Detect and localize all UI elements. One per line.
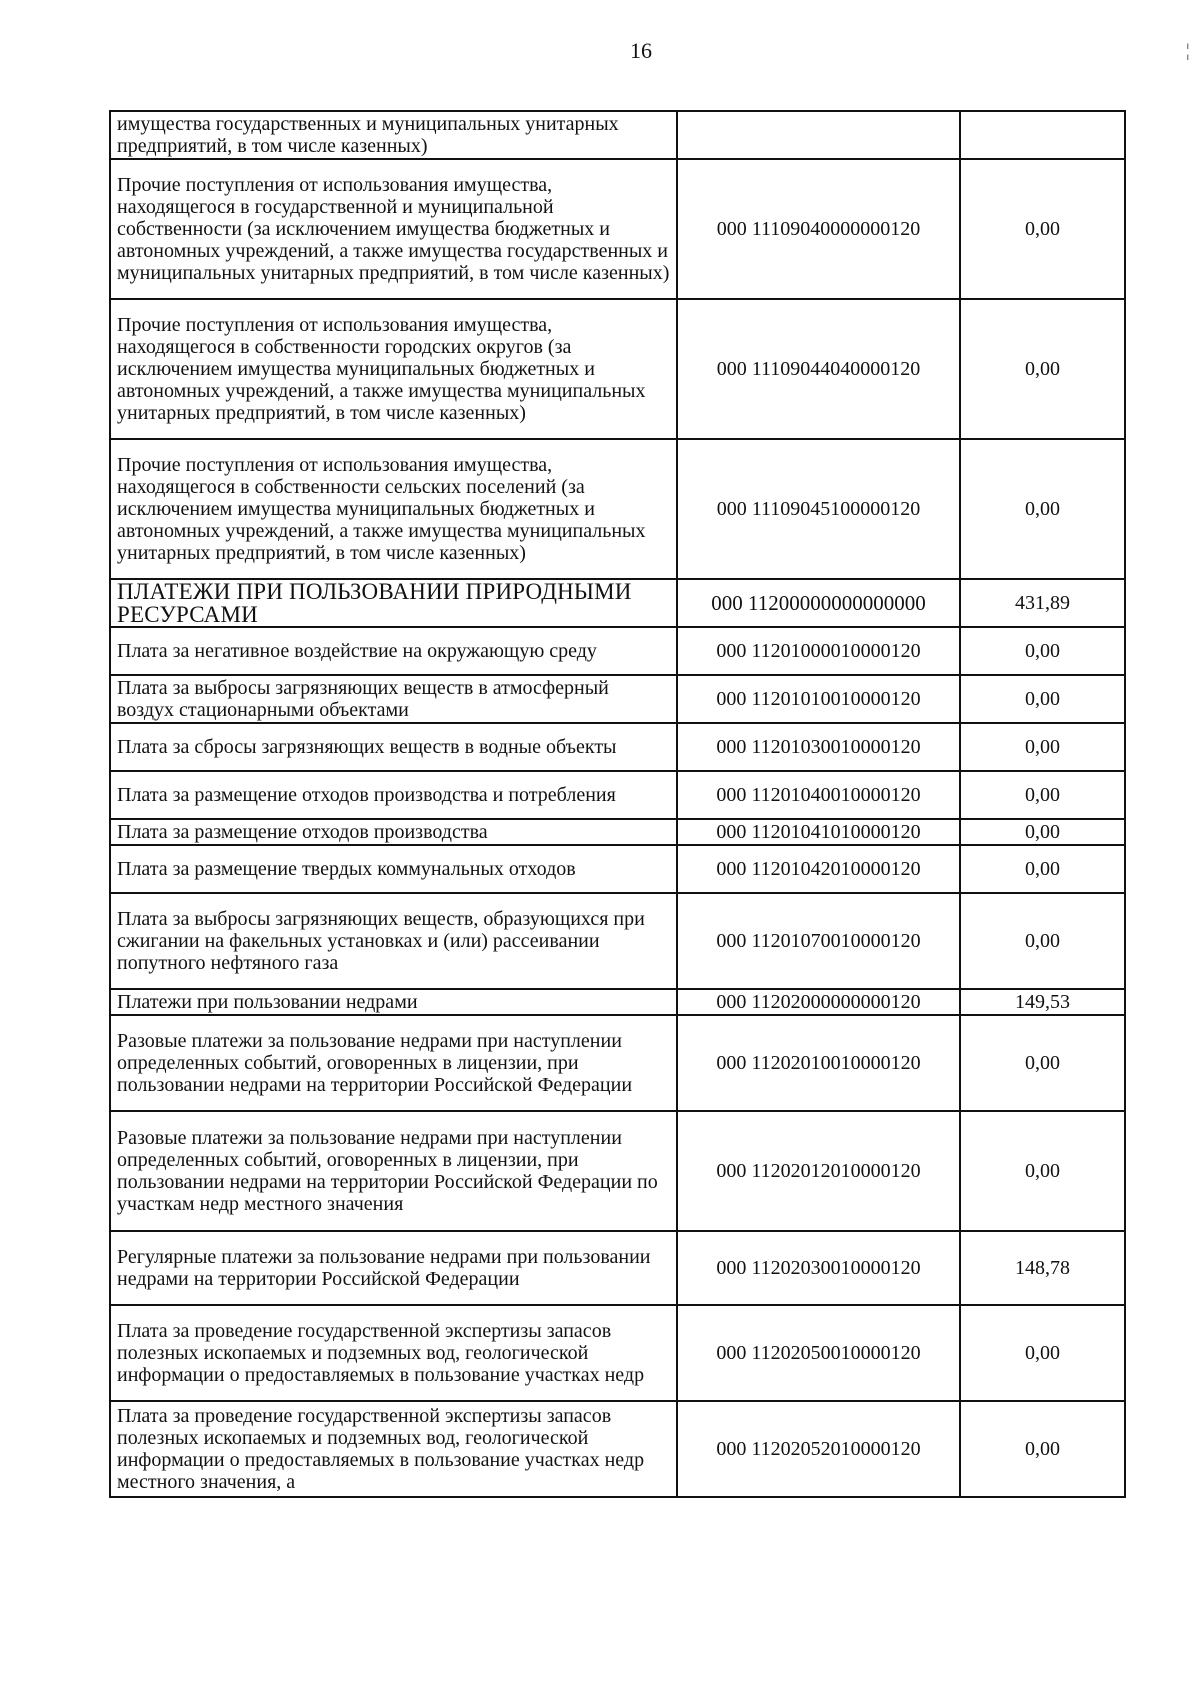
row-value: 148,78: [960, 1231, 1125, 1305]
table-row: [110, 1231, 1125, 1305]
row-name: ПЛАТЕЖИ ПРИ ПОЛЬЗОВАНИИ ПРИРОДНЫМИ РЕСУРСАМИ: [110, 579, 677, 627]
row-value: 0,00: [960, 771, 1125, 819]
row-code: [677, 111, 960, 159]
row-code: 000 11201040010000120: [677, 771, 960, 819]
row-value: 0,00: [960, 675, 1125, 723]
row-value: 0,00: [960, 439, 1125, 579]
row-code: 000 11200000000000000: [677, 579, 960, 627]
row-name: Разовые платежи за пользование недрами при наступлении определенных событий, оговоренных в лицензии, при пользовании недрами на территории Российской Федерации по участкам недр местного значения: [110, 1111, 677, 1231]
table-row: [110, 1111, 1125, 1231]
table-row: [110, 675, 1125, 723]
row-value: 0,00: [960, 159, 1125, 299]
table-row: [110, 819, 1125, 845]
row-value: 0,00: [960, 845, 1125, 893]
row-code: 000 11109040000000120: [677, 159, 960, 299]
row-name: имущества государственных и муниципальных унитарных предприятий, в том числе казенных): [110, 111, 677, 159]
row-value: 0,00: [960, 819, 1125, 845]
row-name: Плата за выбросы загрязняющих веществ в атмосферный воздух стационарными объектами: [110, 675, 677, 723]
row-code: 000 11202052010000120: [677, 1401, 960, 1497]
row-value: 149,53: [960, 989, 1125, 1015]
table-row: [110, 299, 1125, 439]
row-code: 000 11202050010000120: [677, 1305, 960, 1401]
row-value: 0,00: [960, 627, 1125, 675]
row-value: 0,00: [960, 893, 1125, 989]
row-name: Плата за размещение отходов производства: [110, 819, 677, 845]
table-row: [110, 159, 1125, 299]
row-name: Плата за выбросы загрязняющих веществ, образующихся при сжигании на факельных установках и (или) рассеивании попутного нефтяного газа: [110, 893, 677, 989]
row-name: Плата за сбросы загрязняющих веществ в водные объекты: [110, 723, 677, 771]
row-code: 000 11201000010000120: [677, 627, 960, 675]
table-row: [110, 771, 1125, 819]
table-row: [110, 893, 1125, 989]
page-number: 16: [630, 38, 652, 63]
row-code: 000 11201042010000120: [677, 845, 960, 893]
table-row: [110, 845, 1125, 893]
table-row: [110, 439, 1125, 579]
row-name: Плата за негативное воздействие на окружающую среду: [110, 627, 677, 675]
row-value: [960, 111, 1125, 159]
table-row: [110, 723, 1125, 771]
table-row: [110, 1401, 1125, 1497]
table-row: [110, 111, 1125, 159]
table-row: [110, 1305, 1125, 1401]
row-name: Регулярные платежи за пользование недрами при пользовании недрами на территории Российской Федерации: [110, 1231, 677, 1305]
row-value: 0,00: [960, 1305, 1125, 1401]
row-name: Плата за размещение отходов производства и потребления: [110, 771, 677, 819]
row-name: Плата за проведение государственной экспертизы запасов полезных ископаемых и подземных вод, геологической информации о предоставляемых в пользование участках недр местного значения, а: [110, 1401, 677, 1497]
row-name: Разовые платежи за пользование недрами при наступлении определенных событий, оговоренных в лицензии, при пользовании недрами на территории Российской Федерации: [110, 1015, 677, 1111]
row-code: 000 11202010010000120: [677, 1015, 960, 1111]
revenue-table: [109, 110, 1126, 1498]
row-value: 0,00: [960, 299, 1125, 439]
row-code: 000 11201041010000120: [677, 819, 960, 845]
row-code: 000 11201070010000120: [677, 893, 960, 989]
table-row: [110, 579, 1125, 627]
row-code: 000 11201030010000120: [677, 723, 960, 771]
row-code: 000 11109045100000120: [677, 439, 960, 579]
row-name: Плата за размещение твердых коммунальных отходов: [110, 845, 677, 893]
row-value: 0,00: [960, 1111, 1125, 1231]
row-value: 0,00: [960, 723, 1125, 771]
row-value: 0,00: [960, 1401, 1125, 1497]
table-row: [110, 989, 1125, 1015]
row-code: 000 11201010010000120: [677, 675, 960, 723]
row-name: Платежи при пользовании недрами: [110, 989, 677, 1015]
row-name: Плата за проведение государственной экспертизы запасов полезных ископаемых и подземных вод, геологической информации о предоставляемых в пользование участках недр: [110, 1305, 677, 1401]
row-code: 000 11109044040000120: [677, 299, 960, 439]
row-code: 000 11202030010000120: [677, 1231, 960, 1305]
row-name: Прочие поступления от использования имущества, находящегося в собственности городских округов (за исключением имущества муниципальных бюджетных и автономных учреждений, а также имущества муниципальных унитарных предприятий, в том числе казенных): [110, 299, 677, 439]
row-code: 000 11202012010000120: [677, 1111, 960, 1231]
row-value: 0,00: [960, 1015, 1125, 1111]
table-row: [110, 627, 1125, 675]
scan-edge-mark: ¦: [1186, 40, 1190, 60]
row-name: Прочие поступления от использования имущества, находящегося в собственности сельских поселений (за исключением имущества муниципальных бюджетных и автономных учреждений, а также имущества муниципальных унитарных предприятий, в том числе казенных): [110, 439, 677, 579]
table-row: [110, 1015, 1125, 1111]
row-code: 000 11202000000000120: [677, 989, 960, 1015]
row-value: 431,89: [960, 579, 1125, 627]
row-name: Прочие поступления от использования имущества, находящегося в государственной и муниципальной собственности (за исключением имущества бюджетных и автономных учреждений, а также имущества государственных и муниципальных унитарных предприятий, в том числе казенных): [110, 159, 677, 299]
